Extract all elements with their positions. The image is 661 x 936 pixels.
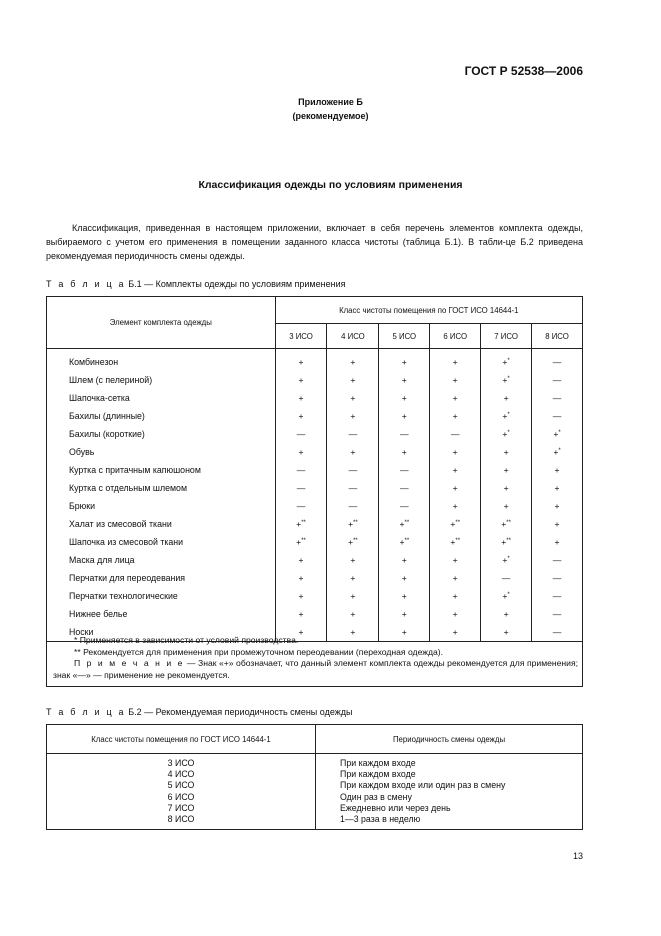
applicability-cell: +*	[481, 349, 532, 372]
applicability-cell: +	[379, 443, 430, 461]
applicability-cell: +	[327, 349, 379, 372]
applicability-cell: +	[430, 569, 481, 587]
frequency-value: При каждом входе или один раз в смену	[340, 780, 506, 791]
applicability-cell: +	[532, 515, 583, 533]
table1-note	[53, 658, 578, 681]
applicability-cell: +	[532, 497, 583, 515]
section-title: Классификация одежды по условиям применения	[198, 179, 463, 191]
appendix-heading	[0, 95, 661, 123]
applicability-cell: —	[532, 623, 583, 642]
applicability-cell: —	[430, 425, 481, 443]
element-name-cell: Шапочка из смесовой ткани	[47, 533, 276, 551]
element-name-cell: Комбинезон	[47, 349, 276, 372]
class-value: 5 ИСО	[167, 780, 195, 791]
table-row	[47, 479, 583, 497]
applicability-cell: +	[481, 623, 532, 642]
applicability-cell: +	[532, 533, 583, 551]
frequency-value: При каждом входе	[340, 769, 416, 780]
table-row	[47, 443, 583, 461]
applicability-cell: +	[379, 349, 430, 372]
applicability-cell: +	[430, 551, 481, 569]
applicability-cell: +**	[275, 533, 327, 551]
table-row	[47, 425, 583, 443]
table2-caption	[46, 707, 352, 717]
applicability-cell: +	[430, 371, 481, 389]
footnote-single-asterisk: * Применяется в зависимости от условий производства.	[74, 635, 299, 645]
class-header-cell: 8 ИСО	[532, 324, 583, 349]
applicability-cell: +	[481, 389, 532, 407]
applicability-cell: —	[379, 461, 430, 479]
table-row	[47, 389, 583, 407]
table-row	[47, 605, 583, 623]
class-header-cell: 5 ИСО	[379, 324, 430, 349]
element-name-cell: Куртка с притачным капюшоном	[47, 461, 276, 479]
applicability-cell: +**	[379, 515, 430, 533]
table1-caption-prefix: Т а б л и ц а	[46, 279, 126, 289]
applicability-cell: —	[379, 497, 430, 515]
applicability-cell: +	[275, 623, 327, 642]
applicability-cell: —	[275, 461, 327, 479]
applicability-cell: +	[327, 587, 379, 605]
applicability-cell: —	[327, 425, 379, 443]
applicability-cell: +	[327, 551, 379, 569]
applicability-cell: +	[327, 443, 379, 461]
table-row	[47, 587, 583, 605]
footnote-double-asterisk: ** Рекомендуется для применения при промежуточном переодевании (переходная одежда).	[74, 646, 444, 657]
applicability-cell: +*	[481, 587, 532, 605]
element-name-cell: Шлем (с пелериной)	[47, 371, 276, 389]
table-row	[47, 461, 583, 479]
column-header-class: Класс чистоты помещения по ГОСТ ИСО 14644-1	[47, 725, 316, 754]
applicability-cell: —	[327, 461, 379, 479]
clothing-sets-table	[46, 296, 583, 642]
element-name-cell: Куртка с отдельным шлемом	[47, 479, 276, 497]
applicability-cell: +	[379, 605, 430, 623]
applicability-cell: +	[430, 497, 481, 515]
applicability-cell: —	[275, 479, 327, 497]
table1-caption-text: Б.1 — Комплекты одежды по условиям применения	[125, 279, 346, 289]
element-name-cell: Халат из смесовой ткани	[47, 515, 276, 533]
class-header-cell: 4 ИСО	[327, 324, 379, 349]
note-text: — Знак «+» обозначает, что данный элемент комплекта одежды рекомендуется для применения; знак «—» — применение не рекомендуется.	[53, 658, 578, 680]
applicability-cell: —	[532, 551, 583, 569]
applicability-cell: —	[532, 349, 583, 372]
frequency-value: При каждом входе	[340, 758, 416, 768]
page-number: 13	[572, 851, 583, 861]
table-row	[47, 407, 583, 425]
class-value: 6 ИСО	[167, 791, 195, 802]
applicability-cell: +	[327, 623, 379, 642]
applicability-cell: —	[532, 605, 583, 623]
applicability-cell: —	[532, 407, 583, 425]
applicability-cell: +	[532, 479, 583, 497]
applicability-cell: +**	[481, 515, 532, 533]
applicability-cell: +	[327, 569, 379, 587]
applicability-cell: +	[430, 349, 481, 372]
table-row	[47, 349, 583, 372]
applicability-cell: +	[275, 443, 327, 461]
applicability-cell: —	[379, 425, 430, 443]
applicability-cell: +	[481, 497, 532, 515]
applicability-cell: +	[275, 371, 327, 389]
applicability-cell: +**	[430, 515, 481, 533]
applicability-cell: +	[275, 569, 327, 587]
element-name-cell: Маска для лица	[47, 551, 276, 569]
frequency-value: Один раз в смену	[340, 791, 412, 802]
applicability-cell: +	[379, 371, 430, 389]
applicability-cell: +*	[532, 425, 583, 443]
applicability-cell: —	[532, 569, 583, 587]
applicability-cell: —	[532, 587, 583, 605]
applicability-cell: +	[430, 407, 481, 425]
applicability-cell: +	[481, 461, 532, 479]
applicability-cell: +	[430, 389, 481, 407]
applicability-cell: +*	[481, 551, 532, 569]
applicability-cell: +	[379, 389, 430, 407]
table1-caption	[46, 279, 345, 289]
applicability-cell: +	[275, 605, 327, 623]
table-row	[47, 533, 583, 551]
class-value: 7 ИСО	[167, 802, 195, 813]
table2-caption-text: Б.2 — Рекомендуемая периодичность смены одежды	[125, 707, 353, 717]
change-frequency-table	[46, 724, 583, 830]
applicability-cell: +	[379, 407, 430, 425]
appendix-subtitle: (рекомендуемое)	[292, 111, 369, 121]
applicability-cell: +**	[275, 515, 327, 533]
applicability-cell: —	[532, 371, 583, 389]
applicability-cell: +	[327, 371, 379, 389]
table-row	[47, 515, 583, 533]
applicability-cell: +	[430, 443, 481, 461]
table2-caption-prefix: Т а б л и ц а	[46, 707, 126, 717]
table1-body	[47, 349, 583, 642]
frequency-value: Ежедневно или через день	[340, 802, 451, 813]
class-value: 8 ИСО	[167, 814, 195, 825]
class-value: 4 ИСО	[167, 769, 195, 780]
appendix-title: Приложение Б	[298, 97, 363, 107]
applicability-cell: +**	[430, 533, 481, 551]
applicability-cell: +**	[379, 533, 430, 551]
applicability-cell: +	[481, 443, 532, 461]
element-name-cell: Шапочка-сетка	[47, 389, 276, 407]
applicability-cell: +	[379, 569, 430, 587]
element-name-cell: Носки	[47, 623, 276, 642]
applicability-cell: —	[327, 497, 379, 515]
applicability-cell: +	[379, 587, 430, 605]
table-row	[47, 371, 583, 389]
applicability-cell: +	[275, 551, 327, 569]
applicability-cell: +	[430, 479, 481, 497]
class-header-cell: 7 ИСО	[481, 324, 532, 349]
applicability-cell: +	[430, 461, 481, 479]
element-name-cell: Перчатки для переодевания	[47, 569, 276, 587]
applicability-cell: —	[481, 569, 532, 587]
element-name-cell: Брюки	[47, 497, 276, 515]
intro-paragraph: Классификация, приведенная в настоящем приложении, включает в себя перечень элементов комплекта одежды, выбираемого с учетом его применения в помещении заданного класса чистоты (таблица Б.1). В табли-це Б.2 приведена рекомендуемая периодичность смены одежды.	[46, 223, 583, 261]
applicability-cell: +*	[481, 425, 532, 443]
applicability-cell: +	[532, 461, 583, 479]
table-row	[47, 569, 583, 587]
applicability-cell: +*	[532, 443, 583, 461]
applicability-cell: —	[275, 497, 327, 515]
class-list-cell	[47, 754, 316, 830]
applicability-cell: —	[532, 389, 583, 407]
applicability-cell: +	[275, 349, 327, 372]
table1-notes	[46, 633, 583, 687]
applicability-cell: —	[379, 479, 430, 497]
table-row	[47, 497, 583, 515]
applicability-cell: —	[327, 479, 379, 497]
applicability-cell: +*	[481, 371, 532, 389]
applicability-cell: +	[379, 551, 430, 569]
class-header-cell: 3 ИСО	[275, 324, 327, 349]
applicability-cell: +	[481, 605, 532, 623]
column-header-class-group: Класс чистоты помещения по ГОСТ ИСО 14644-1	[275, 297, 582, 324]
frequency-list-cell	[316, 754, 583, 830]
applicability-cell: +	[275, 587, 327, 605]
element-name-cell: Обувь	[47, 443, 276, 461]
applicability-cell: +**	[327, 515, 379, 533]
class-header-cell: 6 ИСО	[430, 324, 481, 349]
applicability-cell: +	[430, 623, 481, 642]
applicability-cell: +	[327, 407, 379, 425]
applicability-cell: +**	[327, 533, 379, 551]
applicability-cell: +	[275, 389, 327, 407]
column-header-frequency: Периодичность смены одежды	[316, 725, 583, 754]
applicability-cell: +	[379, 623, 430, 642]
applicability-cell: +	[327, 389, 379, 407]
element-name-cell: Перчатки технологические	[47, 587, 276, 605]
element-name-cell: Бахилы (короткие)	[47, 425, 276, 443]
document-code: ГОСТ Р 52538—2006	[464, 64, 583, 78]
frequency-value: 1—3 раза в неделю	[340, 814, 421, 825]
table-row	[47, 551, 583, 569]
applicability-cell: —	[275, 425, 327, 443]
applicability-cell: +	[430, 605, 481, 623]
applicability-cell: +**	[481, 533, 532, 551]
column-header-element: Элемент комплекта одежды	[47, 297, 276, 349]
applicability-cell: +	[430, 587, 481, 605]
applicability-cell: +	[275, 407, 327, 425]
element-name-cell: Бахилы (длинные)	[47, 407, 276, 425]
element-name-cell: Нижнее белье	[47, 605, 276, 623]
class-value: 3 ИСО	[167, 758, 195, 768]
applicability-cell: +	[327, 605, 379, 623]
applicability-cell: +	[481, 479, 532, 497]
applicability-cell: +*	[481, 407, 532, 425]
note-prefix: П р и м е ч а н и е	[74, 658, 185, 668]
